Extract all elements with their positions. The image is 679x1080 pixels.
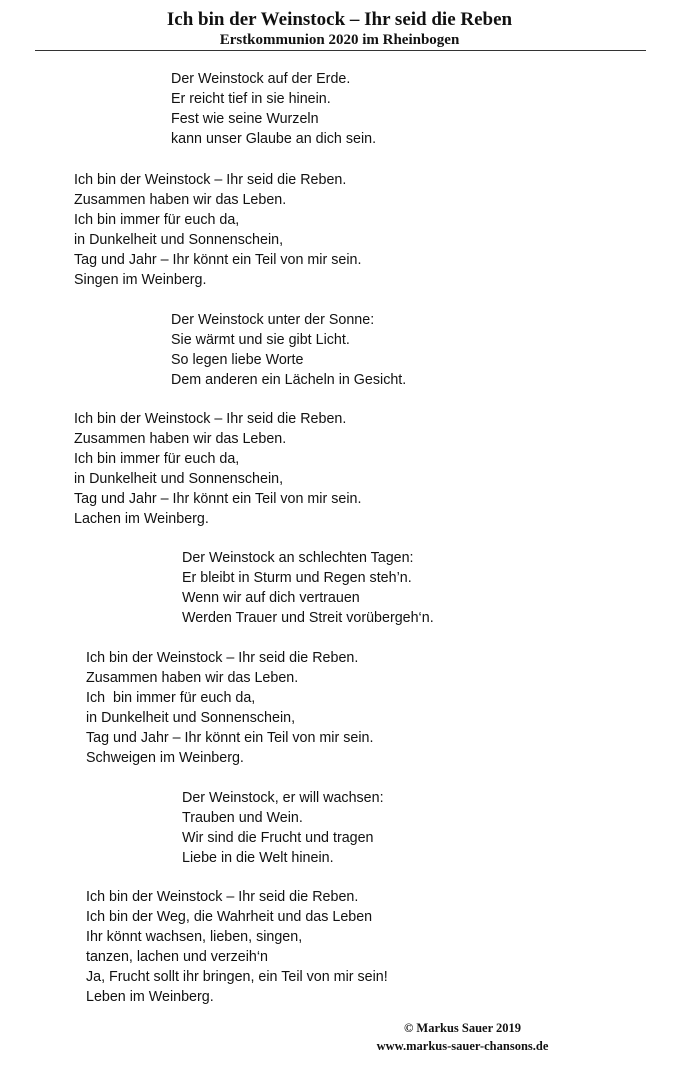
chorus-line: Tag und Jahr – Ihr könnt ein Teil von mir sein. — [86, 730, 374, 746]
chorus-line: tanzen, lachen und verzeih‘n — [86, 949, 269, 965]
chorus-line: Zusammen haben wir das Leben. — [86, 670, 299, 686]
copyright-notice: © Markus Sauer 2019 — [403, 1021, 522, 1035]
chorus-line: Ich bin der Weinstock – Ihr seid die Reben. — [74, 411, 347, 427]
verse-line: So legen liebe Worte — [171, 352, 304, 368]
verse-line: Sie wärmt und sie gibt Licht. — [171, 332, 350, 348]
chorus-line: Ich bin immer für euch da, — [74, 212, 240, 228]
chorus-line: Ja, Frucht sollt ihr bringen, ein Teil von mir sein! — [86, 969, 388, 985]
verse-line: Liebe in die Welt hinein. — [182, 850, 334, 866]
verse-line: Trauben und Wein. — [182, 810, 303, 826]
verse-4 — [182, 788, 384, 868]
chorus-line: Tag und Jahr – Ihr könnt ein Teil von mir sein. — [74, 491, 362, 507]
verse-line: Wenn wir auf dich vertrauen — [182, 590, 360, 606]
document-subtitle: Erstkommunion 2020 im Rheinbogen — [219, 32, 460, 48]
chorus-line: Ich bin der Weinstock – Ihr seid die Reben. — [86, 650, 359, 666]
verse-line: Der Weinstock unter der Sonne: — [171, 312, 375, 328]
verse-line: Der Weinstock, er will wachsen: — [182, 790, 384, 806]
verse-3 — [182, 548, 434, 628]
verse-line: kann unser Glaube an dich sein. — [171, 131, 377, 147]
chorus-3 — [86, 648, 373, 768]
chorus-line: Ich bin immer für euch da, — [86, 690, 256, 706]
verse-1 — [171, 69, 376, 149]
verse-line: Fest wie seine Wurzeln — [171, 111, 319, 127]
chorus-line: in Dunkelheit und Sonnenschein, — [74, 471, 284, 487]
chorus-line: Ihr könnt wachsen, lieben, singen, — [86, 929, 303, 945]
chorus-line: Leben im Weinberg. — [86, 989, 214, 1005]
chorus-2 — [74, 409, 361, 529]
verse-2 — [171, 310, 406, 390]
chorus-line: Ich bin der Weg, die Wahrheit und das Leben — [86, 909, 373, 925]
chorus-line: Zusammen haben wir das Leben. — [74, 192, 287, 208]
verse-line: Werden Trauer und Streit vorübergeh‘n. — [182, 610, 434, 626]
verse-line: Er bleibt in Sturm und Regen steh’n. — [182, 570, 412, 586]
verse-line: Er reicht tief in sie hinein. — [171, 91, 331, 107]
chorus-line: Ich bin der Weinstock – Ihr seid die Reben. — [74, 172, 347, 188]
chorus-line: Tag und Jahr – Ihr könnt ein Teil von mir sein. — [74, 252, 362, 268]
document-title: Ich bin der Weinstock – Ihr seid die Reben — [166, 9, 513, 30]
chorus-line: in Dunkelheit und Sonnenschein, — [74, 232, 284, 248]
document-header — [0, 9, 679, 49]
chorus-line: Singen im Weinberg. — [74, 272, 207, 288]
chorus-line: Ich bin der Weinstock – Ihr seid die Reben. — [86, 889, 359, 905]
verse-line: Dem anderen ein Lächeln in Gesicht. — [171, 372, 407, 388]
chorus-1 — [74, 170, 361, 290]
verse-line: Der Weinstock an schlechten Tagen: — [182, 550, 414, 566]
chorus-line: Schweigen im Weinberg. — [86, 750, 244, 766]
chorus-line: Lachen im Weinberg. — [74, 511, 209, 527]
verse-line: Wir sind die Frucht und tragen — [182, 830, 374, 846]
document-footer — [355, 1019, 570, 1055]
verse-line: Der Weinstock auf der Erde. — [171, 71, 351, 87]
header-divider — [35, 50, 646, 51]
website-url: www.markus-sauer-chansons.de — [376, 1039, 549, 1053]
chorus-line: Ich bin immer für euch da, — [74, 451, 240, 467]
chorus-4 — [86, 887, 388, 1007]
chorus-line: Zusammen haben wir das Leben. — [74, 431, 287, 447]
chorus-line: in Dunkelheit und Sonnenschein, — [86, 710, 296, 726]
